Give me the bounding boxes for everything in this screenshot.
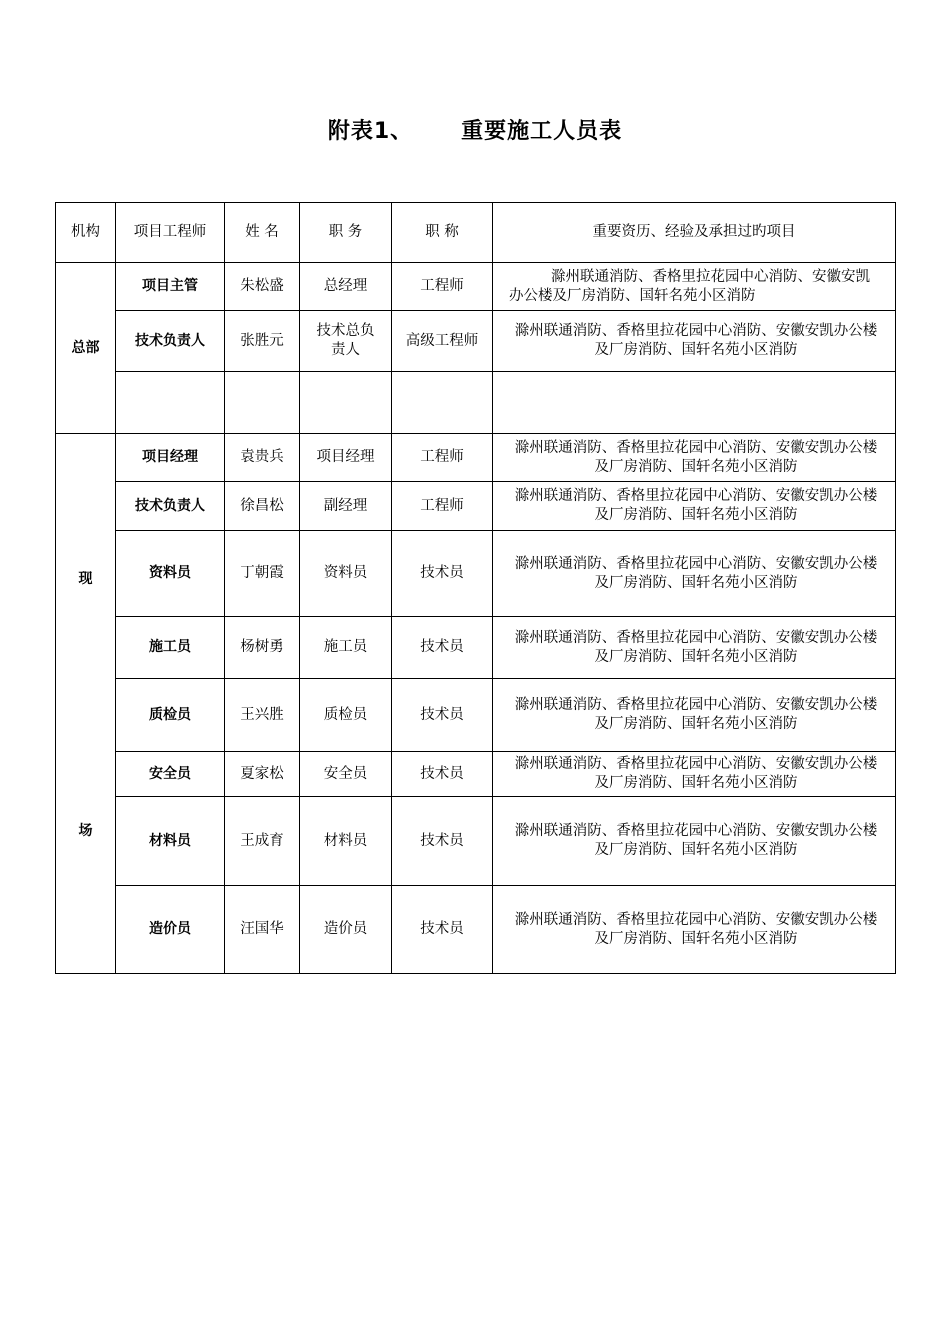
rank-cell: 技术员: [392, 797, 493, 886]
name-cell: 汪国华: [225, 886, 300, 974]
rank-cell: 技术员: [392, 886, 493, 974]
personnel-table: [55, 202, 896, 974]
position-cell: 总经理: [300, 263, 392, 311]
title-prefix: 附表1、: [327, 119, 414, 144]
name-cell: 杨树勇: [225, 617, 300, 679]
rank-cell: 技术员: [392, 679, 493, 752]
experience-cell: [493, 263, 896, 311]
position-cell: 施工员: [300, 617, 392, 679]
header-position: 职 务: [300, 203, 392, 263]
title-main: 重要施工人员表: [461, 119, 623, 144]
table-row: [56, 797, 896, 886]
position-cell: [300, 372, 392, 434]
table-row: [56, 263, 896, 311]
name-cell: [225, 372, 300, 434]
experience-cell: 滁州联通消防、香格里拉花园中心消防、安徽安凯办公楼及厂房消防、国轩名苑小区消防: [493, 886, 896, 974]
experience-cell: 滁州联通消防、香格里拉花园中心消防、安徽安凯办公楼及厂房消防、国轩名苑小区消防: [493, 797, 896, 886]
role-cell: 质检员: [116, 679, 225, 752]
rank-cell: 工程师: [392, 482, 493, 531]
table-row: [56, 617, 896, 679]
position-cell: 造价员: [300, 886, 392, 974]
position-cell: 安全员: [300, 752, 392, 797]
role-cell: 项目主管: [116, 263, 225, 311]
header-rank: 职 称: [392, 203, 493, 263]
position-cell: 技术总负责人: [300, 311, 392, 372]
experience-cell: [493, 372, 896, 434]
experience-text: 滁州联通消防、香格里拉花园中心消防、安徽安凯办公楼及厂房消防、国轩名苑小区消防: [509, 268, 870, 304]
name-cell: 张胜元: [225, 311, 300, 372]
position-cell: 项目经理: [300, 434, 392, 482]
header-engineer: 项目工程师: [116, 203, 225, 263]
experience-cell: 滁州联通消防、香格里拉花园中心消防、安徽安凯办公楼及厂房消防、国轩名苑小区消防: [493, 617, 896, 679]
group-site-char2: 场: [78, 823, 93, 839]
experience-cell: 滁州联通消防、香格里拉花园中心消防、安徽安凯办公楼及厂房消防、国轩名苑小区消防: [493, 679, 896, 752]
position-cell: 副经理: [300, 482, 392, 531]
table-row-empty: [56, 372, 896, 434]
rank-cell: [392, 372, 493, 434]
role-cell: 安全员: [116, 752, 225, 797]
experience-cell: 滁州联通消防、香格里拉花园中心消防、安徽安凯办公楼及厂房消防、国轩名苑小区消防: [493, 482, 896, 531]
rank-cell: 技术员: [392, 617, 493, 679]
rank-cell: 技术员: [392, 752, 493, 797]
role-cell: 施工员: [116, 617, 225, 679]
name-cell: 袁贵兵: [225, 434, 300, 482]
experience-cell: 滁州联通消防、香格里拉花园中心消防、安徽安凯办公楼及厂房消防、国轩名苑小区消防: [493, 752, 896, 797]
name-cell: 丁朝霞: [225, 531, 300, 617]
name-cell: 夏家松: [225, 752, 300, 797]
rank-cell: 技术员: [392, 531, 493, 617]
rank-cell: 高级工程师: [392, 311, 493, 372]
table-row: [56, 752, 896, 797]
position-cell: 材料员: [300, 797, 392, 886]
role-cell: [116, 372, 225, 434]
table-row: [56, 482, 896, 531]
rank-cell: 工程师: [392, 434, 493, 482]
header-org: 机构: [56, 203, 116, 263]
header-experience: 重要资历、经验及承担过旳项目: [493, 203, 896, 263]
table-row: [56, 531, 896, 617]
role-cell: 材料员: [116, 797, 225, 886]
table-row: [56, 311, 896, 372]
name-cell: 王兴胜: [225, 679, 300, 752]
group-site: [56, 434, 116, 974]
position-cell: 资料员: [300, 531, 392, 617]
role-cell: 造价员: [116, 886, 225, 974]
name-cell: 王成育: [225, 797, 300, 886]
table-row: [56, 434, 896, 482]
document-title: [0, 114, 950, 145]
group-site-char1: 现: [78, 571, 93, 587]
name-cell: 徐昌松: [225, 482, 300, 531]
group-hq: 总部: [56, 263, 116, 434]
role-cell: 资料员: [116, 531, 225, 617]
experience-cell: 滁州联通消防、香格里拉花园中心消防、安徽安凯办公楼及厂房消防、国轩名苑小区消防: [493, 531, 896, 617]
position-cell: 质检员: [300, 679, 392, 752]
header-row: [56, 203, 896, 263]
experience-cell: 滁州联通消防、香格里拉花园中心消防、安徽安凯办公楼及厂房消防、国轩名苑小区消防: [493, 434, 896, 482]
role-cell: 技术负责人: [116, 482, 225, 531]
table-row: [56, 886, 896, 974]
name-cell: 朱松盛: [225, 263, 300, 311]
rank-cell: 工程师: [392, 263, 493, 311]
role-cell: 技术负责人: [116, 311, 225, 372]
header-name: 姓 名: [225, 203, 300, 263]
experience-cell: 滁州联通消防、香格里拉花园中心消防、安徽安凯办公楼及厂房消防、国轩名苑小区消防: [493, 311, 896, 372]
table-row: [56, 679, 896, 752]
role-cell: 项目经理: [116, 434, 225, 482]
